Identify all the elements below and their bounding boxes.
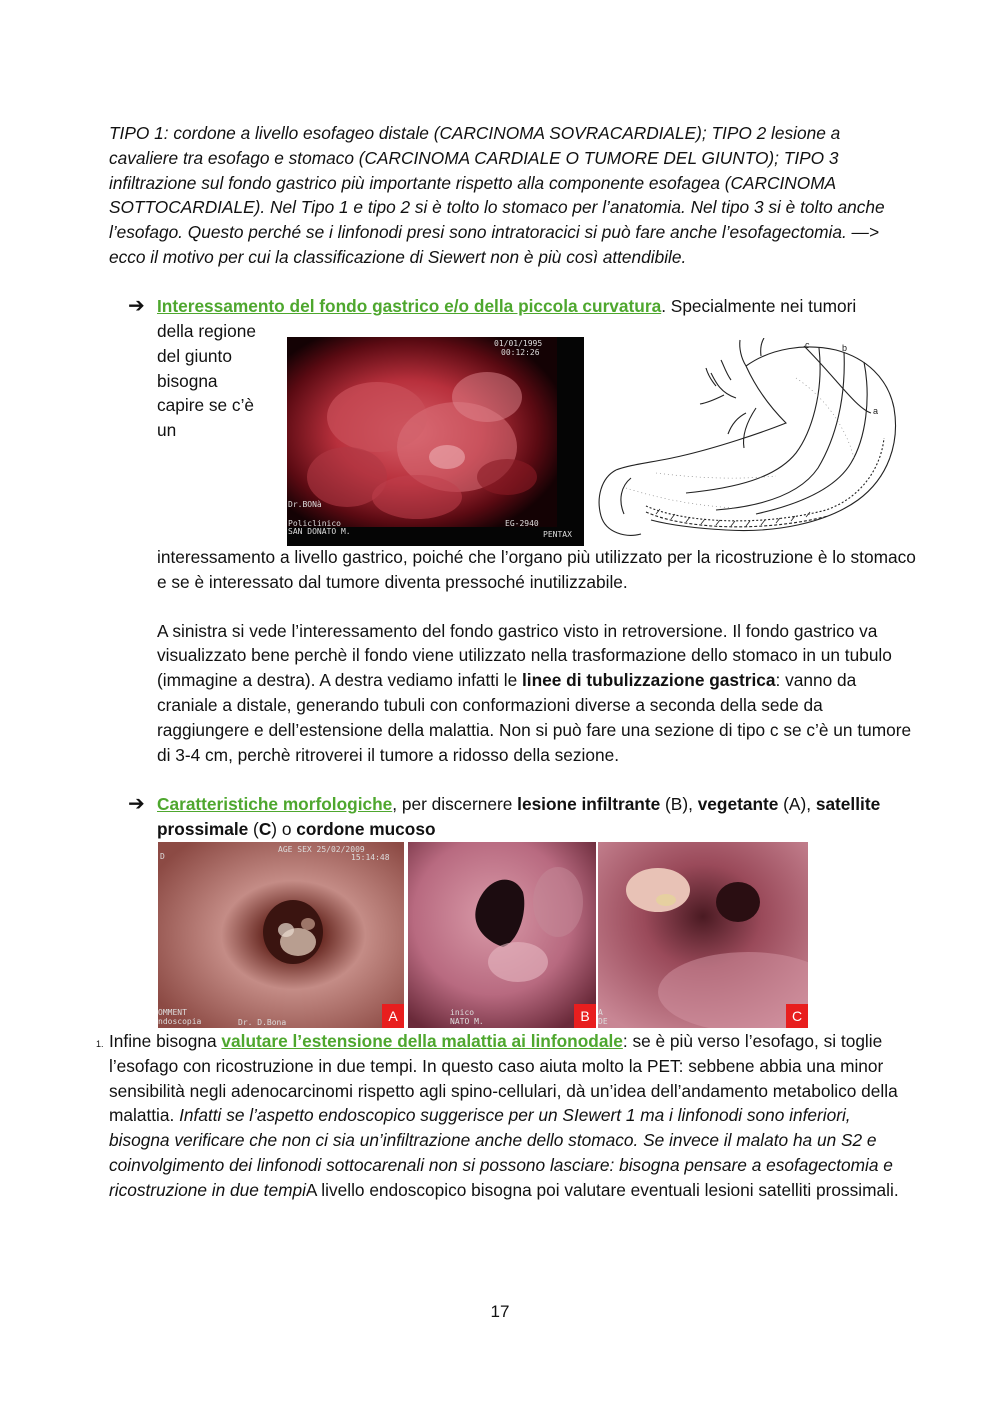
intro-paragraph [109, 121, 899, 270]
para2-text-start: A sinistra si vede l’interessamento del fondo gastrico visto in retroversione. Il fondo gastrico va visualizzato bene perchè il fondo viene utilizzato nella trasformazione dello stomaco in un tubulo (immagine a destra). A destra vediamo infatti le [157, 620, 892, 691]
diagram-label-b: b [842, 343, 848, 353]
image-time: 00:12:26 [501, 348, 540, 357]
photo-b-caption2: NATO M. [450, 1017, 484, 1026]
bold-term: cordone mucoso [296, 818, 436, 839]
bullet1-continuation-text: interessamento a livello gastrico, poiché che l’organo più utilizzato per la ricostruzione è lo stomaco e se è interessato dal tumore diventa pressoché inutilizzabile. [157, 547, 916, 592]
item1-link: valutare l’estensione della malattia ai linfonodale [221, 1031, 623, 1051]
photo-a-time: 15:14:48 [351, 853, 390, 862]
endoscopy-photo-b [408, 842, 596, 1028]
image-device: EG-2940 [505, 519, 539, 528]
bullet2-text [157, 792, 917, 842]
text-run: ( [248, 818, 259, 839]
bullet2-heading-link: Caratteristiche morfologiche [157, 794, 393, 814]
photo-a-caption3: Dr. D.Bona [238, 1018, 287, 1027]
bullet-arrow-icon: ➔ [128, 793, 145, 815]
text-run: A livello endoscopico bisogna poi valutare eventuali lesioni satelliti prossimali. [305, 1179, 899, 1200]
endoscopy-photo-a [158, 842, 404, 1028]
bullet1-paragraph2 [157, 619, 917, 768]
text-run: , per discernere [392, 794, 518, 814]
bold-term: satellite prossimale [157, 794, 881, 839]
image-date: 01/01/1995 [494, 339, 543, 348]
text-run: (B), [660, 794, 698, 814]
text-run: (A), [778, 794, 816, 814]
bullet1-heading [157, 294, 917, 319]
image-doctor: Dr.BONà [288, 500, 322, 509]
photo-a-badge: A [382, 1004, 404, 1028]
list-number: 1. [96, 1039, 104, 1049]
photo-a-left-mark: D [160, 852, 165, 861]
photo-a-caption1: OMMENT [158, 1008, 187, 1017]
endoscopy-photo-c [598, 842, 808, 1028]
para2-text-end: : vanno da craniale a distale, generando tubuli con conformazioni diverse a seconda della sede da raggiungere e dell’estensione della malattia. Non si può fare una sezione di tipo c se c’è un tumore di 3-4 cm, perchè ritroverei il tumore a ridosso della sezione. [157, 670, 912, 765]
wrap-line: capire se c’è [157, 395, 255, 416]
bullet1-wrapped-text [157, 319, 287, 443]
endoscopy-image-retroversion [287, 337, 584, 546]
bullet1-heading-link: Interessamento del fondo gastrico e/o della piccola curvatura [157, 296, 662, 316]
bold-term: C [258, 818, 272, 839]
page-number: 17 [490, 1302, 510, 1321]
photo-b-caption1: inico [450, 1008, 475, 1017]
wrap-line: un [157, 420, 177, 441]
diagram-label-a: a [873, 406, 879, 416]
stomach-tubulization-diagram [596, 338, 901, 543]
wrap-line: della regione [157, 321, 256, 341]
bullet-arrow-icon: ➔ [128, 295, 145, 317]
bold-term: vegetante [697, 794, 779, 814]
image-brand: PENTAX [543, 530, 572, 539]
wrap-line: del giunto [157, 345, 232, 366]
text-run: Infine bisogna [109, 1031, 222, 1051]
italic-text: Infatti se l’aspetto endoscopico suggerisce per un SIewert 1 ma i linfonodi sono inferiori, bisogna verificare che non ci sia un’infiltrazione anche dello stomaco. Se invece il malato ha un S2 e coinvolgimento dei linfonodi sottocarenali non si possono lasciare: bisogna pensare a esofagectomia e ricostruzione in due tempi [109, 1105, 893, 1200]
image-hospital-line1: Policlinico [288, 519, 341, 528]
photo-c-caption2: DE [598, 1017, 608, 1026]
bold-term: lesione infiltrante [517, 794, 661, 814]
photo-a-date: AGE SEX 25/02/2009 [278, 845, 365, 854]
list-item [109, 1029, 904, 1203]
photo-b-badge: B [574, 1004, 596, 1028]
bullet1-continuation [157, 545, 917, 767]
image-hospital-line2: SAN DONATO M. [288, 527, 351, 536]
bullet1-heading-rest: . Specialmente nei tumori [661, 296, 857, 316]
photo-a-caption2: ndoscopia [158, 1017, 202, 1026]
text-run: ) o [271, 818, 297, 839]
diagram-label-c: c [805, 340, 810, 350]
intro-text: TIPO 1: cordone a livello esofageo distale (CARCINOMA SOVRACARDIALE); TIPO 2 lesione a cavaliere tra esofago e stomaco (CARCINOMA CARDIALE O TUMORE DEL GIUNTO); TIPO 3 infiltrazione sul fondo gastrico più importante rispetto alla componente esofagea (CARCINOMA SOTTOCARDIALE). Nel Tipo 1 e tipo 2 si è tolto lo stomaco per l’anatomia. Nel tipo 3 si è tolto anche l’esofago. Questo perché se i linfonodi presi sono intratoracici si può fare anche l’esofagectomia. —> ecco il motivo per cui la classificazione di Siewert non è più così attendibile. [109, 123, 885, 267]
text-run: : se è più verso l’esofago, si toglie l’esofago con ricostruzione in due tempi. In questo caso aiuta molto la PET: sebbene abbia una minor sensibilità negli adenocarcinomi rispetto agli spino-cellulari, dà un’idea dell’andamento metabolico della malattia. [109, 1031, 898, 1126]
photo-c-badge: C [786, 1004, 808, 1028]
para2-bold-term: linee di tubulizzazione gastrica [522, 670, 776, 691]
photo-c-caption1: A [598, 1008, 603, 1017]
wrap-line: bisogna [157, 370, 218, 391]
